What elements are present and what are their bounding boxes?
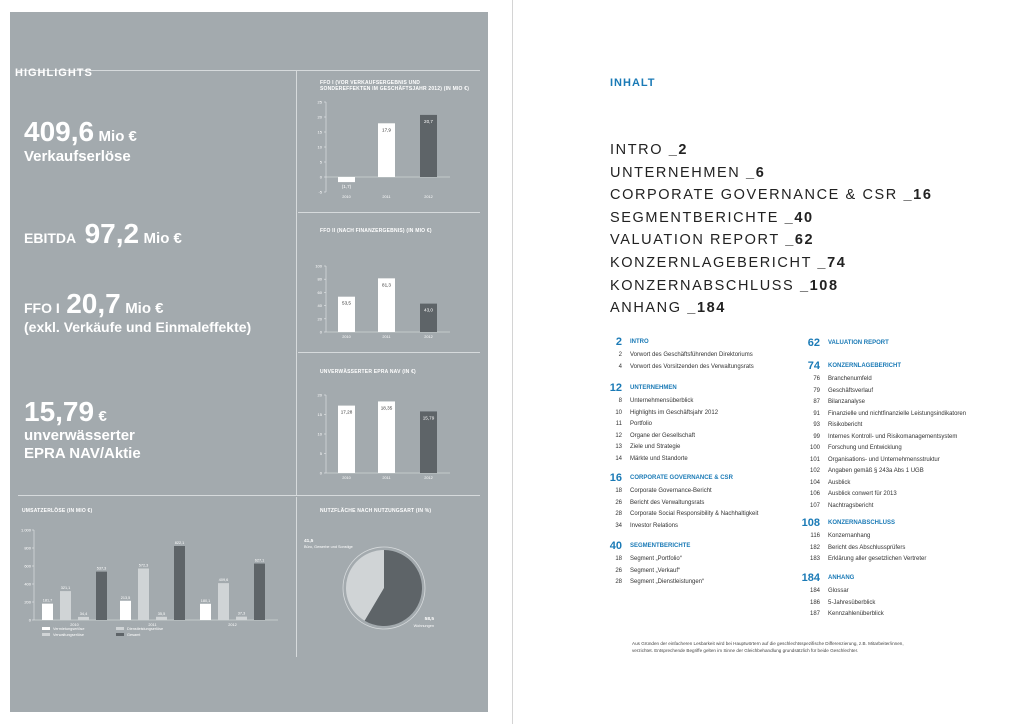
bar xyxy=(78,617,89,620)
toc-entry-text: Investor Relations xyxy=(630,522,679,529)
toc-entry[interactable] xyxy=(598,443,798,455)
toc-entry-text: Kennzahlenüberblick xyxy=(828,611,884,617)
toc-entry-text: Ausblick conwert für 2013 xyxy=(828,491,897,497)
toc-entry-page: 91 xyxy=(813,410,820,417)
legend-swatch xyxy=(42,627,50,630)
bar xyxy=(200,604,211,620)
bar-value-label: 20,7 xyxy=(424,118,433,124)
toc-main-page: _62 xyxy=(785,232,815,249)
toc-section-segmente xyxy=(598,542,798,590)
toc-entry-text: Segment „Verkauf“ xyxy=(630,567,681,574)
highlight-label: Verkaufserlöse xyxy=(24,148,131,165)
toc-section-title[interactable]: KONZERNABSCHLUSS xyxy=(828,520,896,526)
toc-main-page: _6 xyxy=(746,164,766,181)
toc-main-label: UNTERNEHMEN xyxy=(610,164,741,181)
toc-entry-text: Märkte und Standorte xyxy=(630,455,688,462)
toc-entry[interactable] xyxy=(796,375,1006,387)
highlight-nav xyxy=(24,398,141,463)
toc-entry-text: Bericht des Verwaltungsrats xyxy=(630,499,705,506)
y-tick-label: 100 xyxy=(315,263,322,269)
x-tick-label: 2010 xyxy=(342,195,351,199)
legend-swatch xyxy=(42,633,50,636)
toc-entry-page: 13 xyxy=(615,444,622,450)
toc-entry[interactable] xyxy=(796,599,1006,611)
divider xyxy=(296,70,297,495)
highlight-value: 15,79 xyxy=(24,396,95,427)
toc-section-title[interactable]: INTRO xyxy=(630,339,649,345)
chart-title-ffo2: FFO II (NACH FINANZERGEBNIS) (IN MIO €) xyxy=(320,228,432,234)
toc-entry-page: 8 xyxy=(618,398,622,404)
bar-value-label: 17,28 xyxy=(340,409,353,415)
toc-entry-text: Geschäftsverlauf xyxy=(828,387,874,394)
toc-entry-page: 26 xyxy=(615,499,622,506)
toc-main-item[interactable] xyxy=(610,139,933,162)
x-tick-label: 2011 xyxy=(382,335,391,339)
pie-value-label: 58,5 xyxy=(424,617,434,622)
x-tick-label: 2010 xyxy=(70,623,79,627)
bar xyxy=(120,601,131,620)
toc-entry[interactable] xyxy=(796,444,1006,456)
toc-section-unternehmen xyxy=(598,384,798,466)
toc-entry-text: Erklärung aller gesetzlichen Vertreter xyxy=(828,556,927,562)
bar-value-label: 572,3 xyxy=(138,563,149,568)
toc-entry[interactable] xyxy=(598,420,798,432)
bar-value-label: 35,5 xyxy=(157,611,166,616)
toc-entry-page: 107 xyxy=(809,502,820,509)
y-tick-label: 5 xyxy=(319,451,322,456)
toc-entry[interactable] xyxy=(598,555,798,567)
toc-entry[interactable] xyxy=(796,479,1006,491)
toc-entry[interactable] xyxy=(796,467,1006,479)
toc-entry-page: 12 xyxy=(615,432,622,439)
bar xyxy=(156,617,167,620)
pie-value-label: 41,5 xyxy=(304,539,314,544)
toc-entry[interactable] xyxy=(598,363,798,375)
toc-entry-page: 187 xyxy=(809,611,820,617)
toc-main-item[interactable] xyxy=(610,162,933,185)
toc-entry-page: 4 xyxy=(618,363,622,370)
toc-entry[interactable] xyxy=(598,487,798,499)
toc-entry-page: 10 xyxy=(615,409,622,416)
toc-main-label: VALUATION REPORT xyxy=(610,232,780,249)
highlight-revenue xyxy=(24,118,137,166)
y-tick-label: 0 xyxy=(319,174,322,180)
toc-entry[interactable] xyxy=(796,610,1006,622)
bar-value-label: 15,79 xyxy=(422,415,435,421)
toc-entry-page: 186 xyxy=(809,599,820,606)
highlight-unit: Mio € xyxy=(98,128,137,145)
y-tick-label: 40 xyxy=(317,303,322,309)
toc-entry-text: Angaben gemäß § 243a Abs 1 UGB xyxy=(828,468,924,474)
bar xyxy=(378,401,395,473)
toc-entry[interactable] xyxy=(598,510,798,522)
y-tick-label: 400 xyxy=(24,581,31,587)
bar-value-label: 37,3 xyxy=(237,611,246,616)
y-tick-label: 800 xyxy=(24,545,31,551)
toc-entry[interactable] xyxy=(796,490,1006,502)
toc-entry-page: 34 xyxy=(615,522,622,529)
y-tick-label: 0 xyxy=(319,470,322,476)
contents-title: INHALT xyxy=(610,77,656,89)
bar-value-label: 627,1 xyxy=(254,558,265,563)
toc-main-item[interactable] xyxy=(610,207,933,230)
toc-entry-text: Vorwort des Geschäftsführenden Direktoriums xyxy=(630,352,753,358)
bar xyxy=(96,572,107,620)
toc-section-title[interactable]: SEGMENTBERICHTE xyxy=(630,543,691,549)
divider xyxy=(18,495,480,496)
toc-entry-page: 79 xyxy=(813,387,820,394)
toc-entry-page: 183 xyxy=(809,556,820,562)
toc-entry-page: 184 xyxy=(809,588,820,594)
toc-entry[interactable] xyxy=(796,398,1006,410)
toc-entry-page: 18 xyxy=(615,488,622,494)
footnote-line: verzichtet. Entsprechende Begriffe gelten im Sinne der Gleichbehandlung grundsätzlich für beide Geschlechter. xyxy=(632,648,859,654)
toc-entry[interactable] xyxy=(598,522,798,534)
toc-main-item[interactable] xyxy=(610,297,933,320)
bar-value-label: 18,35 xyxy=(380,405,393,411)
bar xyxy=(42,604,53,620)
y-tick-label: 15 xyxy=(317,129,322,135)
toc-entry[interactable] xyxy=(598,409,798,421)
page-gutter xyxy=(512,0,513,724)
toc-entry-text: Highlights im Geschäftsjahr 2012 xyxy=(630,409,719,416)
bar xyxy=(174,546,185,620)
toc-entry[interactable] xyxy=(598,455,798,467)
toc-section-anhang xyxy=(796,574,1006,622)
toc-entry-page: 28 xyxy=(615,511,622,517)
y-tick-label: 0 xyxy=(319,329,322,335)
toc-entry-text: Vorwort des Vorsitzenden des Verwaltungsrats xyxy=(630,363,754,370)
toc-main-item[interactable] xyxy=(610,275,933,298)
toc-entry[interactable] xyxy=(796,555,1006,567)
toc-entry[interactable] xyxy=(796,387,1006,399)
toc-entry-text: Internes Kontroll- und Risikomanagementsystem xyxy=(828,433,958,440)
toc-entry-text: Segment „Portfolio“ xyxy=(630,556,682,562)
y-tick-label: 10 xyxy=(317,144,322,150)
legend-swatch xyxy=(116,633,124,636)
footnote-line: Aus Gründen der einfacheren Lesbarkeit wird bei Hauptwörtern auf die geschlechtsspezifische Differenzierung, z.B. Mitarbeiter/innen, xyxy=(632,641,904,646)
toc-entry-text: Organisations- und Unternehmensstruktur xyxy=(828,456,940,463)
toc-entry-page: 87 xyxy=(813,399,820,405)
toc-entry[interactable] xyxy=(796,532,1006,544)
toc-section-intro xyxy=(598,338,798,374)
toc-section-number: 74 xyxy=(807,360,820,372)
x-tick-label: 2012 xyxy=(228,623,237,627)
y-tick-label: 15 xyxy=(317,412,322,417)
y-tick-label: 600 xyxy=(24,563,31,569)
toc-entry-page: 14 xyxy=(615,455,622,462)
left-page xyxy=(0,0,506,724)
highlight-ebitda xyxy=(24,220,182,248)
toc-entry[interactable] xyxy=(796,433,1006,445)
y-tick-label: 10 xyxy=(317,431,322,437)
highlight-unit: Mio € xyxy=(125,300,164,317)
bar xyxy=(338,406,355,473)
bar xyxy=(254,564,265,620)
toc-entry-text: Nachtragsbericht xyxy=(828,502,874,509)
toc-section-governance xyxy=(598,474,798,533)
bar xyxy=(420,115,437,177)
revenue-chart xyxy=(16,522,286,662)
toc-main-page: _184 xyxy=(687,300,726,317)
y-tick-label: 20 xyxy=(317,392,322,398)
highlight-value: 20,7 xyxy=(66,288,121,319)
toc-section-number: 62 xyxy=(807,337,820,349)
bar-value-label: 17,9 xyxy=(382,127,391,133)
legend-label: Dienstleistungserlöse xyxy=(127,627,164,631)
toc-entry-text: Segment „Dienstleistungen“ xyxy=(630,579,705,585)
x-tick-label: 2012 xyxy=(424,476,433,480)
epra-chart xyxy=(300,383,480,487)
x-tick-label: 2011 xyxy=(148,623,157,627)
bar-value-label: 53,5 xyxy=(342,300,351,306)
toc-entry[interactable] xyxy=(598,499,798,511)
bar-value-label: 181,7 xyxy=(42,598,53,603)
toc-entry-page: 76 xyxy=(813,376,820,382)
toc-entry-text: Unternehmensüberblick xyxy=(630,398,694,404)
toc-main-label: ANHANG xyxy=(610,300,682,317)
toc-entry-text: Corporate Social Responsibility & Nachhaltigkeit xyxy=(630,511,759,517)
toc-entry[interactable] xyxy=(796,502,1006,514)
toc-entry[interactable] xyxy=(598,567,798,579)
toc-entry-page: 101 xyxy=(809,456,820,463)
y-tick-label: -5 xyxy=(318,189,322,195)
ffo1-chart xyxy=(300,96,480,204)
toc-main-page: _2 xyxy=(668,142,689,158)
highlight-unit: Mio € xyxy=(143,230,182,247)
highlight-prefix: FFO I xyxy=(24,300,60,316)
bar xyxy=(236,617,247,620)
toc-section-lagebericht xyxy=(796,362,1006,513)
toc-entry-text: Forschung und Entwicklung xyxy=(828,445,902,451)
toc-main-label: CORPORATE GOVERNANCE & CSR xyxy=(610,187,898,204)
toc-entry-text: Branchenumfeld xyxy=(828,376,872,382)
toc-entry[interactable] xyxy=(796,421,1006,433)
toc-entry-page: 93 xyxy=(813,422,820,428)
toc-section-number: 16 xyxy=(609,472,622,484)
chart-title-ffo1: FFO I (VOR VERKAUFSERGEBNIS UND SONDEREFFEKTEN IM GESCHÄFTSJAHR 2012) (IN MIO €) xyxy=(320,80,470,93)
highlight-prefix: EBITDA xyxy=(24,230,77,246)
y-tick-label: 20 xyxy=(317,316,322,322)
legend-swatch xyxy=(116,627,124,630)
toc-entry[interactable] xyxy=(796,456,1006,468)
toc-entry-text: Corporate Governance-Bericht xyxy=(630,488,712,494)
toc-entry-page: 18 xyxy=(615,556,622,562)
toc-entry-text: Organe der Gesellschaft xyxy=(630,432,696,439)
toc-section-number: 184 xyxy=(801,572,820,584)
toc-main-page: _74 xyxy=(817,254,847,271)
chart-title-epra: UNVERWÄSSERTER EPRA NAV (IN €) xyxy=(320,369,416,375)
bar-value-label: 213,5 xyxy=(120,595,131,600)
legend-label: Gesamt xyxy=(127,633,141,637)
x-tick-label: 2012 xyxy=(424,195,433,199)
x-tick-label: 2012 xyxy=(424,335,433,339)
highlight-label: (exkl. Verkäufe und Einmaleffekte) xyxy=(24,319,252,335)
toc-entry[interactable] xyxy=(598,397,798,409)
toc-section-konzernabschluss xyxy=(796,519,1006,567)
bar xyxy=(218,583,229,620)
chart-title-revenue: UMSATZERLÖSE (IN MIO €) xyxy=(22,508,93,514)
toc-entry-text: Bilanzanalyse xyxy=(828,399,866,405)
toc-section-title[interactable]: UNTERNEHMEN xyxy=(630,385,677,391)
toc-entry[interactable] xyxy=(598,351,798,363)
toc-section-number: 12 xyxy=(609,382,622,394)
bar xyxy=(338,177,355,182)
divider xyxy=(298,352,480,353)
bar-value-label: 537,3 xyxy=(96,566,107,571)
toc-entry-text: Ausblick xyxy=(828,479,851,486)
bar-value-label: 180,1 xyxy=(200,598,211,603)
bar-value-label: 822,1 xyxy=(174,541,185,546)
toc-entry-text: Finanzielle und nichtfinanzielle Leistungsindikatoren xyxy=(828,410,967,417)
toc-main-label: KONZERNLAGEBERICHT xyxy=(610,254,812,271)
toc-entry-page: 104 xyxy=(809,479,820,486)
toc-section-title[interactable]: VALUATION REPORT xyxy=(828,340,889,346)
y-tick-label: 200 xyxy=(24,599,31,605)
toc-entry[interactable] xyxy=(598,578,798,590)
toc-section-valuation xyxy=(796,339,1006,352)
toc-section-title[interactable]: CORPORATE GOVERNANCE & CSR xyxy=(630,475,733,481)
divider xyxy=(296,497,297,657)
toc-entry[interactable] xyxy=(598,432,798,444)
toc-main-item[interactable] xyxy=(610,252,933,275)
toc-main-page: _108 xyxy=(799,277,839,294)
toc-section-number: 108 xyxy=(801,517,820,529)
contents-main-list xyxy=(610,139,933,320)
toc-entry-text: Bericht des Abschlussprüfers xyxy=(828,544,906,551)
toc-entry-text: 5-Jahresüberblick xyxy=(828,599,876,606)
toc-entry-page: 26 xyxy=(615,567,622,574)
toc-section-title[interactable]: ANHANG xyxy=(828,575,855,581)
bar-value-label: (1,7) xyxy=(341,184,352,190)
toc-main-label: KONZERNABSCHLUSS xyxy=(610,277,795,294)
y-tick-label: 0 xyxy=(28,617,31,623)
toc-main-page: _40 xyxy=(784,209,814,226)
toc-section-title[interactable]: KONZERNLAGEBERICHT xyxy=(828,363,901,369)
toc-entry-page: 2 xyxy=(618,352,622,358)
toc-entry-page: 28 xyxy=(615,579,622,585)
pie-category-label: Büro, Gewerbe und Sonstige xyxy=(304,545,353,549)
toc-entry-text: Ziele und Strategie xyxy=(630,444,681,450)
toc-main-label: INTRO xyxy=(610,142,664,158)
y-tick-label: 5 xyxy=(319,159,322,165)
bar xyxy=(138,568,149,620)
y-tick-label: 80 xyxy=(317,276,322,282)
bar-value-label: 321,1 xyxy=(60,586,71,591)
highlight-unit: € xyxy=(98,408,107,425)
bar-value-label: 34,4 xyxy=(79,611,88,616)
toc-main-page: _16 xyxy=(903,187,933,204)
toc-entry[interactable] xyxy=(796,410,1006,422)
highlights-title: HIGHLIGHTS xyxy=(15,67,93,79)
toc-main-label: SEGMENTBERICHTE xyxy=(610,209,780,226)
toc-entry-page: 100 xyxy=(809,445,820,451)
toc-section-number: 2 xyxy=(615,336,622,348)
toc-entry[interactable] xyxy=(796,587,1006,599)
toc-entry-text: Portfolio xyxy=(630,421,653,427)
y-tick-label: 25 xyxy=(317,99,322,105)
ffo2-chart xyxy=(300,242,480,346)
x-tick-label: 2011 xyxy=(382,195,391,199)
legend-label: Verwaltungserlöse xyxy=(53,633,85,637)
y-tick-label: 20 xyxy=(317,114,322,120)
bar-value-label: 81,3 xyxy=(382,282,391,288)
pie-category-label: Wohnungen xyxy=(413,624,434,628)
toc-section-number: 40 xyxy=(609,540,622,552)
chart-title-area: NUTZFLÄCHE NACH NUTZUNGSART (IN %) xyxy=(320,508,432,514)
x-tick-label: 2010 xyxy=(342,476,351,480)
footnote xyxy=(632,640,932,654)
toc-main-item[interactable] xyxy=(610,184,933,207)
toc-main-item[interactable] xyxy=(610,229,933,252)
bar xyxy=(420,411,437,473)
bar xyxy=(60,591,71,620)
x-tick-label: 2010 xyxy=(342,335,351,339)
toc-entry-text: Risikobericht xyxy=(828,422,863,428)
highlight-label: EPRA NAV/Aktie xyxy=(24,445,141,462)
bar-value-label: 43,0 xyxy=(424,307,433,313)
bar-value-label: 409,6 xyxy=(218,578,229,583)
y-tick-label: 60 xyxy=(317,289,322,295)
legend-label: Vermietungserlöse xyxy=(53,627,85,631)
highlight-label: unverwässerter xyxy=(24,427,135,444)
toc-entry-page: 11 xyxy=(615,421,622,427)
divider xyxy=(298,212,480,213)
toc-entry-page: 182 xyxy=(809,544,820,551)
toc-entry-page: 116 xyxy=(810,533,820,539)
toc-entry[interactable] xyxy=(796,544,1006,556)
y-tick-label: 1.000 xyxy=(20,527,31,533)
toc-entry-text: Konzernanhang xyxy=(828,533,871,539)
x-tick-label: 2011 xyxy=(382,476,391,480)
highlight-value: 97,2 xyxy=(84,218,140,249)
toc-entry-text: Glossar xyxy=(828,588,849,594)
toc-entry-page: 99 xyxy=(813,433,820,440)
area-pie-chart xyxy=(300,522,480,642)
toc-entry-page: 102 xyxy=(809,468,820,474)
highlight-value: 409,6 xyxy=(24,116,95,147)
highlight-ffo xyxy=(24,290,251,336)
toc-entry-page: 106 xyxy=(809,491,820,497)
